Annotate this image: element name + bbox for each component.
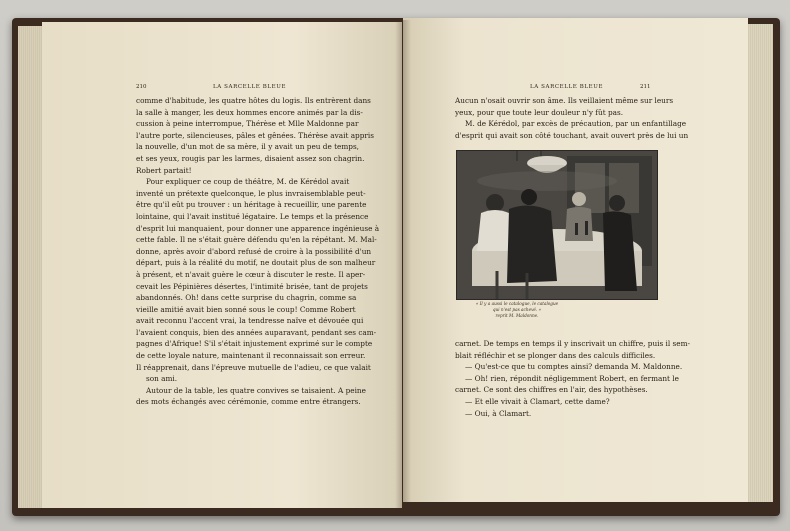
right-running-head: LA SARCELLE BLEUE (530, 84, 604, 90)
text-line: abandonnés. Oh! dans cette surprise du chagrin, comme sa (136, 293, 357, 303)
text-line: donne, après avoir d'abord refusé de croire à la possibilité d'un (136, 246, 372, 256)
text-line: — Oh! rien, répondit négligemment Robert, en fermant le (465, 373, 679, 383)
illustration-drawing (457, 151, 657, 299)
text-line: M. de Kérédol, par excès de précaution, par un enfantillage (465, 119, 687, 129)
text-line: cussion à peine interrompue, Thérèse et Mlle Maldonne par (136, 119, 359, 129)
text-line: être qu'il eût pu trouver : un héritage à recueillir, une parente (136, 200, 367, 210)
text-line: à présent, et n'avait guère le cœur à discuter le reste. Il aper- (136, 269, 366, 279)
text-line: la salle à manger, les deux hommes encore animés par la dis- (136, 107, 363, 117)
right-page-bottom-text (455, 338, 690, 419)
text-line: des mots échangés avec cérémonie, comme entre étrangers. (136, 397, 361, 407)
text-line: — Oui, à Clamart. (465, 408, 532, 418)
text-line: Aucun n'osait ouvrir son âme. Ils veillaient même sur leurs (455, 96, 674, 105)
text-line: l'avaient conquis, bien des années auparavant, pendant ses cam- (136, 327, 377, 337)
text-line: cevait les Pépinières désertes, l'intimité brisée, tant de projets (136, 281, 368, 291)
right-page-edges (745, 24, 773, 502)
text-line: lointaine, qui l'avait institué légataire. Le temps et la présence (136, 211, 369, 221)
illustration-caption (462, 301, 572, 319)
text-line: Autour de la table, les quatre convives se taisaient. A peine (146, 385, 366, 395)
text-line: Pour expliquer ce coup de théâtre, M. de Kérédol avait (146, 177, 350, 187)
book-gutter (395, 20, 411, 508)
text-line: inventé un prétexte quelconque, le plus invraisemblable peut- (136, 188, 366, 198)
text-line: blait réfléchir et se plonger dans des calculs difficiles. (455, 350, 656, 360)
text-line: de cette loyale nature, maintenant il reconnaissait son erreur. (136, 351, 366, 361)
text-line: vieille amitié avait bien sonné sous le coup! Comme Robert (136, 304, 356, 314)
text-line: avait reconnu l'accent vrai, la tendresse naïve et dévouée qui (136, 316, 364, 326)
text-line: carnet. Ce sont des chiffres en l'air, des hypothèses. (455, 385, 648, 395)
text-line: d'esprit lui manquaient, pour donner une apparence ingénieuse à (136, 223, 380, 233)
caption-line: qui n'est pas achevé. » (492, 307, 542, 312)
caption-line: reprit M. Maldonne. (495, 313, 539, 318)
text-line: — Et elle vivait à Clamart, cette dame? (465, 396, 610, 406)
text-line: Il réapprenait, dans l'épreuve mutuelle de l'adieu, ce que valait (136, 362, 371, 372)
text-line: yeux, pour que toute leur douleur n'y fût pas. (455, 107, 624, 117)
text-line: pagnes d'Afrique! S'il s'était injustement exprimé sur le compte (136, 339, 373, 349)
text-line: cette fable. Il ne s'était guère défendu qu'en la répétant. M. Mal- (136, 235, 377, 245)
text-line: carnet. De temps en temps il y inscrivait un chiffre, puis il sem- (455, 339, 690, 348)
left-page-text (136, 95, 392, 408)
right-page-top-text (455, 95, 689, 141)
text-line: — Qu'est-ce que tu comptes ainsi? demanda M. Maldonne. (465, 362, 683, 372)
text-line: et ses yeux, rougis par les larmes, disaient assez son chagrin. (136, 153, 365, 163)
text-line: Robert partait! (136, 165, 192, 175)
right-page-number: 211 (640, 84, 651, 90)
left-page-number: 210 (136, 84, 147, 90)
text-line: départ, puis à la réalité du motif, ne doutait plus de son malheur (136, 258, 376, 268)
text-line: comme d'habitude, les quatre hôtes du logis. Ils entrèrent dans (136, 96, 371, 105)
dinner-scene-illustration (456, 150, 658, 300)
left-running-head: LA SARCELLE BLEUE (213, 84, 287, 90)
text-line: la nouvelle, d'un mot de sa mère, il y avait un peu de temps, (136, 142, 360, 152)
left-page-edges (18, 26, 44, 508)
text-line: son ami. (146, 374, 178, 384)
text-line: d'esprit qui avait son côté touchant, avait ouvert près de lui un (455, 130, 689, 140)
caption-line: « Il y a aussi le catalogue, le catalogue (475, 301, 559, 306)
text-line: l'autre porte, silencieuses, pâles et gênées. Thérèse avait appris (136, 130, 374, 140)
